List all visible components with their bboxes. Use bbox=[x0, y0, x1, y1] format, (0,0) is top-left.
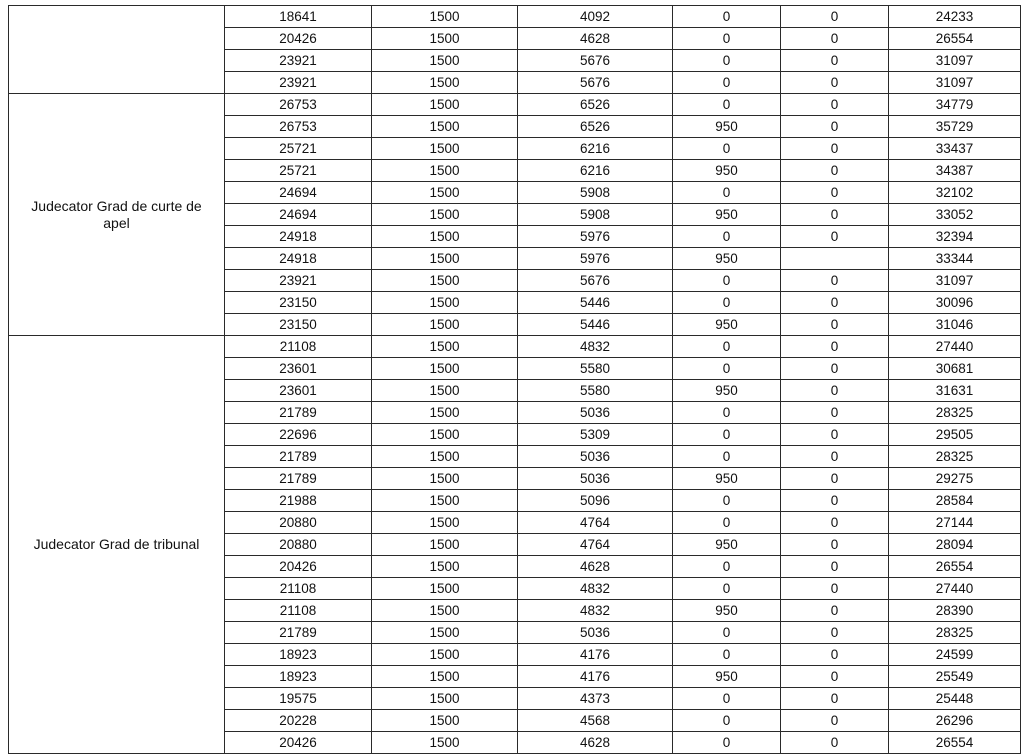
table-cell: 950 bbox=[673, 534, 781, 556]
table-cell: 950 bbox=[673, 314, 781, 336]
table-cell: 0 bbox=[781, 94, 889, 116]
table-cell: 5036 bbox=[518, 446, 673, 468]
table-cell: 1500 bbox=[372, 732, 518, 754]
table-cell: 4764 bbox=[518, 512, 673, 534]
table-cell: 1500 bbox=[372, 490, 518, 512]
table-cell: 21108 bbox=[225, 578, 372, 600]
table-cell: 0 bbox=[781, 490, 889, 512]
table-cell: 21789 bbox=[225, 402, 372, 424]
table-cell: 24918 bbox=[225, 226, 372, 248]
table-cell: 5580 bbox=[518, 358, 673, 380]
table-cell: 32102 bbox=[889, 182, 1021, 204]
table-cell: 950 bbox=[673, 160, 781, 182]
table-cell: 24918 bbox=[225, 248, 372, 270]
table-cell: 0 bbox=[781, 666, 889, 688]
table-cell: 26554 bbox=[889, 732, 1021, 754]
table-cell: 0 bbox=[781, 578, 889, 600]
table-cell: 26554 bbox=[889, 28, 1021, 50]
table-cell: 18641 bbox=[225, 6, 372, 28]
table-cell: 33052 bbox=[889, 204, 1021, 226]
table-cell: 25721 bbox=[225, 138, 372, 160]
table-cell: 0 bbox=[673, 578, 781, 600]
table-cell: 5676 bbox=[518, 270, 673, 292]
table-cell: 0 bbox=[781, 380, 889, 402]
table-cell: 33437 bbox=[889, 138, 1021, 160]
table-cell: 0 bbox=[781, 204, 889, 226]
table-cell: 23601 bbox=[225, 358, 372, 380]
table-cell: 0 bbox=[673, 226, 781, 248]
table-cell: 0 bbox=[781, 622, 889, 644]
table-cell: 1500 bbox=[372, 182, 518, 204]
table-cell: 0 bbox=[781, 292, 889, 314]
table-cell: 950 bbox=[673, 666, 781, 688]
table-cell: 0 bbox=[673, 688, 781, 710]
table-cell: 34779 bbox=[889, 94, 1021, 116]
table-cell: 0 bbox=[781, 28, 889, 50]
table-cell: 26753 bbox=[225, 94, 372, 116]
group-label-cell: Judecator Grad de curte de apel bbox=[9, 94, 225, 336]
table-cell: 31097 bbox=[889, 72, 1021, 94]
table-cell: 6216 bbox=[518, 160, 673, 182]
table-cell: 0 bbox=[781, 556, 889, 578]
table-cell: 0 bbox=[673, 358, 781, 380]
table-cell: 28325 bbox=[889, 622, 1021, 644]
table-row bbox=[9, 336, 1021, 358]
salary-table-page bbox=[8, 5, 1020, 754]
table-cell: 27440 bbox=[889, 336, 1021, 358]
table-cell: 1500 bbox=[372, 600, 518, 622]
table-cell: 31631 bbox=[889, 380, 1021, 402]
table-cell: 4832 bbox=[518, 578, 673, 600]
table-cell: 28584 bbox=[889, 490, 1021, 512]
table-cell: 0 bbox=[781, 336, 889, 358]
table-cell: 0 bbox=[673, 28, 781, 50]
table-cell: 23601 bbox=[225, 380, 372, 402]
table-cell: 20426 bbox=[225, 556, 372, 578]
table-cell: 1500 bbox=[372, 6, 518, 28]
table-cell: 1500 bbox=[372, 644, 518, 666]
table-cell: 4628 bbox=[518, 556, 673, 578]
table-cell: 21988 bbox=[225, 490, 372, 512]
table-cell: 0 bbox=[673, 446, 781, 468]
table-cell: 0 bbox=[673, 512, 781, 534]
table-cell: 0 bbox=[673, 336, 781, 358]
table-cell: 18923 bbox=[225, 644, 372, 666]
table-cell: 0 bbox=[781, 512, 889, 534]
table-cell: 4832 bbox=[518, 336, 673, 358]
table-cell: 5976 bbox=[518, 226, 673, 248]
table-cell: 23921 bbox=[225, 72, 372, 94]
table-cell: 1500 bbox=[372, 314, 518, 336]
table-cell: 0 bbox=[781, 424, 889, 446]
table-cell: 0 bbox=[673, 556, 781, 578]
table-cell: 1500 bbox=[372, 512, 518, 534]
table-cell: 1500 bbox=[372, 248, 518, 270]
table-row bbox=[9, 6, 1021, 28]
table-cell: 23150 bbox=[225, 292, 372, 314]
table-cell: 0 bbox=[673, 292, 781, 314]
table-cell: 4176 bbox=[518, 666, 673, 688]
table-cell: 1500 bbox=[372, 138, 518, 160]
table-cell: 23150 bbox=[225, 314, 372, 336]
table-cell: 24599 bbox=[889, 644, 1021, 666]
table-cell: 0 bbox=[673, 424, 781, 446]
table-cell: 24694 bbox=[225, 182, 372, 204]
table-cell: 0 bbox=[781, 402, 889, 424]
table-cell: 35729 bbox=[889, 116, 1021, 138]
table-cell: 5446 bbox=[518, 314, 673, 336]
table-cell: 21789 bbox=[225, 622, 372, 644]
table-cell: 0 bbox=[781, 6, 889, 28]
table-cell: 0 bbox=[781, 182, 889, 204]
table-cell: 1500 bbox=[372, 28, 518, 50]
table-cell: 1500 bbox=[372, 446, 518, 468]
table-cell: 18923 bbox=[225, 666, 372, 688]
table-cell: 28094 bbox=[889, 534, 1021, 556]
table-cell: 6526 bbox=[518, 116, 673, 138]
table-cell: 0 bbox=[781, 226, 889, 248]
table-cell: 1500 bbox=[372, 622, 518, 644]
table-cell: 21108 bbox=[225, 600, 372, 622]
table-cell: 1500 bbox=[372, 534, 518, 556]
table-cell: 1500 bbox=[372, 116, 518, 138]
table-cell: 4373 bbox=[518, 688, 673, 710]
table-cell: 4628 bbox=[518, 732, 673, 754]
table-cell: 1500 bbox=[372, 94, 518, 116]
table-cell: 4568 bbox=[518, 710, 673, 732]
table-cell: 5676 bbox=[518, 50, 673, 72]
table-cell: 28325 bbox=[889, 446, 1021, 468]
table-cell: 20426 bbox=[225, 28, 372, 50]
table-cell: 20426 bbox=[225, 732, 372, 754]
table-cell: 0 bbox=[781, 688, 889, 710]
table-cell: 0 bbox=[781, 446, 889, 468]
table-cell: 6526 bbox=[518, 94, 673, 116]
table-cell: 0 bbox=[673, 270, 781, 292]
table-cell: 23921 bbox=[225, 50, 372, 72]
table-cell: 6216 bbox=[518, 138, 673, 160]
table-cell: 5908 bbox=[518, 182, 673, 204]
table-cell: 29505 bbox=[889, 424, 1021, 446]
table-cell: 0 bbox=[673, 182, 781, 204]
table-cell: 0 bbox=[781, 710, 889, 732]
table-cell: 23921 bbox=[225, 270, 372, 292]
table-cell: 1500 bbox=[372, 160, 518, 182]
table-cell: 20880 bbox=[225, 512, 372, 534]
table-cell: 1500 bbox=[372, 292, 518, 314]
table-cell: 33344 bbox=[889, 248, 1021, 270]
table-cell: 0 bbox=[781, 314, 889, 336]
table-cell: 5096 bbox=[518, 490, 673, 512]
table-cell: 0 bbox=[781, 732, 889, 754]
group-label-cell: Judecator Grad de tribunal bbox=[9, 336, 225, 754]
table-cell: 0 bbox=[781, 600, 889, 622]
table-cell: 31046 bbox=[889, 314, 1021, 336]
table-cell: 0 bbox=[673, 72, 781, 94]
table-cell: 1500 bbox=[372, 468, 518, 490]
table-cell: 4092 bbox=[518, 6, 673, 28]
table-cell: 1500 bbox=[372, 226, 518, 248]
table-cell: 21789 bbox=[225, 446, 372, 468]
table-cell: 30096 bbox=[889, 292, 1021, 314]
table-cell: 0 bbox=[781, 138, 889, 160]
table-cell: 0 bbox=[673, 402, 781, 424]
table-cell: 1500 bbox=[372, 688, 518, 710]
table-cell: 29275 bbox=[889, 468, 1021, 490]
table-cell: 26554 bbox=[889, 556, 1021, 578]
table-cell: 950 bbox=[673, 600, 781, 622]
table-cell: 0 bbox=[781, 358, 889, 380]
table-cell: 1500 bbox=[372, 402, 518, 424]
table-cell: 1500 bbox=[372, 666, 518, 688]
table-cell: 1500 bbox=[372, 710, 518, 732]
table-cell: 30681 bbox=[889, 358, 1021, 380]
table-cell: 4832 bbox=[518, 600, 673, 622]
table-cell: 27144 bbox=[889, 512, 1021, 534]
table-cell: 1500 bbox=[372, 556, 518, 578]
table-cell: 1500 bbox=[372, 50, 518, 72]
table-cell: 1500 bbox=[372, 336, 518, 358]
table-cell: 5309 bbox=[518, 424, 673, 446]
table-cell: 0 bbox=[781, 270, 889, 292]
table-cell: 5446 bbox=[518, 292, 673, 314]
table-cell: 0 bbox=[781, 160, 889, 182]
table-cell: 950 bbox=[673, 380, 781, 402]
table-cell: 1500 bbox=[372, 204, 518, 226]
table-cell: 0 bbox=[781, 644, 889, 666]
table-cell bbox=[781, 248, 889, 270]
table-cell: 0 bbox=[781, 72, 889, 94]
table-cell: 950 bbox=[673, 468, 781, 490]
table-cell: 27440 bbox=[889, 578, 1021, 600]
table-cell: 0 bbox=[673, 138, 781, 160]
table-cell: 0 bbox=[673, 644, 781, 666]
salary-table bbox=[8, 5, 1021, 754]
table-cell: 28390 bbox=[889, 600, 1021, 622]
table-cell: 5908 bbox=[518, 204, 673, 226]
table-cell: 22696 bbox=[225, 424, 372, 446]
table-cell: 25721 bbox=[225, 160, 372, 182]
table-cell: 950 bbox=[673, 116, 781, 138]
table-cell: 5036 bbox=[518, 622, 673, 644]
table-cell: 5976 bbox=[518, 248, 673, 270]
table-cell: 0 bbox=[673, 732, 781, 754]
table-cell: 950 bbox=[673, 204, 781, 226]
table-cell: 20228 bbox=[225, 710, 372, 732]
table-cell: 1500 bbox=[372, 72, 518, 94]
table-cell: 24694 bbox=[225, 204, 372, 226]
salary-table-body bbox=[9, 6, 1021, 754]
table-cell: 25448 bbox=[889, 688, 1021, 710]
table-cell: 34387 bbox=[889, 160, 1021, 182]
table-cell: 4176 bbox=[518, 644, 673, 666]
table-cell: 5036 bbox=[518, 402, 673, 424]
table-cell: 28325 bbox=[889, 402, 1021, 424]
table-cell: 5580 bbox=[518, 380, 673, 402]
group-label-cell bbox=[9, 6, 225, 94]
table-row bbox=[9, 94, 1021, 116]
table-cell: 950 bbox=[673, 248, 781, 270]
table-cell: 24233 bbox=[889, 6, 1021, 28]
table-cell: 31097 bbox=[889, 50, 1021, 72]
table-cell: 21789 bbox=[225, 468, 372, 490]
table-cell: 0 bbox=[673, 622, 781, 644]
table-cell: 4764 bbox=[518, 534, 673, 556]
table-cell: 1500 bbox=[372, 424, 518, 446]
table-cell: 0 bbox=[673, 490, 781, 512]
table-cell: 5676 bbox=[518, 72, 673, 94]
table-cell: 0 bbox=[673, 710, 781, 732]
table-cell: 32394 bbox=[889, 226, 1021, 248]
table-cell: 0 bbox=[781, 116, 889, 138]
table-cell: 0 bbox=[673, 6, 781, 28]
table-cell: 0 bbox=[673, 94, 781, 116]
table-cell: 19575 bbox=[225, 688, 372, 710]
table-cell: 1500 bbox=[372, 380, 518, 402]
table-cell: 4628 bbox=[518, 28, 673, 50]
table-cell: 0 bbox=[781, 50, 889, 72]
table-cell: 26753 bbox=[225, 116, 372, 138]
table-cell: 1500 bbox=[372, 270, 518, 292]
table-cell: 26296 bbox=[889, 710, 1021, 732]
table-cell: 0 bbox=[673, 50, 781, 72]
table-cell: 31097 bbox=[889, 270, 1021, 292]
table-cell: 21108 bbox=[225, 336, 372, 358]
table-cell: 1500 bbox=[372, 358, 518, 380]
table-cell: 1500 bbox=[372, 578, 518, 600]
table-cell: 0 bbox=[781, 468, 889, 490]
table-cell: 20880 bbox=[225, 534, 372, 556]
table-cell: 25549 bbox=[889, 666, 1021, 688]
table-cell: 5036 bbox=[518, 468, 673, 490]
table-cell: 0 bbox=[781, 534, 889, 556]
